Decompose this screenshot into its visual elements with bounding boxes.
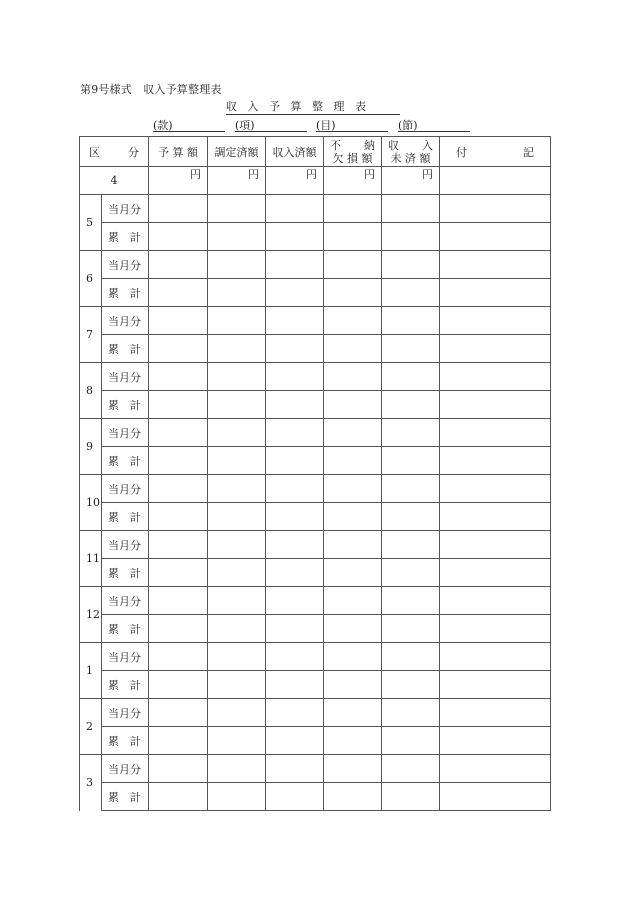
month-row-cumulative <box>80 671 551 699</box>
cell-adjusted[interactable] <box>208 783 266 811</box>
row-label-current: 当月分 <box>102 475 149 503</box>
cell-unpaid[interactable] <box>382 335 440 363</box>
header-unpaid <box>382 137 440 167</box>
header-remarks-right: 記 <box>523 145 534 159</box>
cell-unpaid[interactable] <box>382 447 440 475</box>
cell-remarks[interactable] <box>440 279 551 307</box>
cell-adjusted[interactable] <box>208 363 266 391</box>
cell-received[interactable] <box>266 475 324 503</box>
cell-remarks[interactable] <box>440 783 551 811</box>
cell-budget[interactable] <box>149 699 208 727</box>
cell-budget[interactable] <box>149 727 208 755</box>
field-kou-label: (項) <box>235 119 255 132</box>
unit-budget: 円 <box>149 167 208 195</box>
cell-loss[interactable] <box>324 783 382 811</box>
header-loss-top-right: 納 <box>364 138 375 152</box>
cell-remarks[interactable] <box>440 335 551 363</box>
month-label: 1 <box>80 643 102 699</box>
month-label: 9 <box>80 419 102 475</box>
cell-unpaid[interactable] <box>382 671 440 699</box>
header-remarks <box>440 137 551 167</box>
cell-loss[interactable] <box>324 531 382 559</box>
cell-remarks[interactable] <box>440 699 551 727</box>
month-label: 2 <box>80 699 102 755</box>
row-label-cumulative: 累 計 <box>102 783 149 811</box>
unit-adjusted: 円 <box>208 167 266 195</box>
row-label-cumulative: 累 計 <box>102 503 149 531</box>
cell-unpaid[interactable] <box>382 223 440 251</box>
cell-unpaid[interactable] <box>382 419 440 447</box>
month-row-cumulative <box>80 391 551 419</box>
cell-remarks[interactable] <box>440 307 551 335</box>
row-label-cumulative: 累 計 <box>102 671 149 699</box>
month-row-start <box>80 167 551 195</box>
cell-remarks[interactable] <box>440 531 551 559</box>
cell-budget[interactable] <box>149 755 208 783</box>
month-row-cumulative <box>80 727 551 755</box>
header-budget: 予 算 額 <box>149 137 208 167</box>
cell-remarks[interactable] <box>440 671 551 699</box>
cell-adjusted[interactable] <box>208 447 266 475</box>
cell-adjusted[interactable] <box>208 419 266 447</box>
cell-unpaid[interactable] <box>382 783 440 811</box>
row-label-current: 当月分 <box>102 419 149 447</box>
month-row-current <box>80 251 551 279</box>
cell-received[interactable] <box>266 643 324 671</box>
cell-budget[interactable] <box>149 363 208 391</box>
cell-unpaid[interactable] <box>382 251 440 279</box>
cell-remarks[interactable] <box>440 195 551 223</box>
month-row-current <box>80 531 551 559</box>
cell-remarks[interactable] <box>440 643 551 671</box>
cell-adjusted[interactable] <box>208 755 266 783</box>
cell-budget[interactable] <box>149 279 208 307</box>
cell-remarks[interactable] <box>440 727 551 755</box>
cell-received[interactable] <box>266 783 324 811</box>
row-label-current: 当月分 <box>102 307 149 335</box>
cell-unpaid[interactable] <box>382 699 440 727</box>
cell-loss[interactable] <box>324 391 382 419</box>
month-row-current <box>80 307 551 335</box>
unit-received: 円 <box>266 167 324 195</box>
cell-loss[interactable] <box>324 335 382 363</box>
cell-received[interactable] <box>266 615 324 643</box>
cell-remarks[interactable] <box>440 559 551 587</box>
cell-loss[interactable] <box>324 223 382 251</box>
cell-loss[interactable] <box>324 475 382 503</box>
cell-adjusted[interactable] <box>208 223 266 251</box>
row-label-cumulative: 累 計 <box>102 391 149 419</box>
cell-adjusted[interactable] <box>208 643 266 671</box>
cell-adjusted[interactable] <box>208 559 266 587</box>
row-label-current: 当月分 <box>102 363 149 391</box>
cell-unpaid[interactable] <box>382 279 440 307</box>
cell-unpaid[interactable] <box>382 615 440 643</box>
cell-remarks[interactable] <box>440 587 551 615</box>
cell-received[interactable] <box>266 447 324 475</box>
cell-loss[interactable] <box>324 419 382 447</box>
header-loss-top-left: 不 <box>330 138 341 152</box>
header-kubun-right: 分 <box>128 145 139 159</box>
cell-budget[interactable] <box>149 531 208 559</box>
cell-adjusted[interactable] <box>208 195 266 223</box>
cell-received[interactable] <box>266 195 324 223</box>
cell-loss[interactable] <box>324 307 382 335</box>
cell-adjusted[interactable] <box>208 391 266 419</box>
cell-unpaid[interactable] <box>382 195 440 223</box>
cell-adjusted[interactable] <box>208 531 266 559</box>
month-row-cumulative <box>80 335 551 363</box>
month-label: 6 <box>80 251 102 307</box>
cell-remarks[interactable] <box>440 251 551 279</box>
month-label-start: 4 <box>80 167 149 195</box>
cell-received[interactable] <box>266 251 324 279</box>
cell-unpaid[interactable] <box>382 363 440 391</box>
row-label-current: 当月分 <box>102 755 149 783</box>
cell-received[interactable] <box>266 699 324 727</box>
month-row-current <box>80 699 551 727</box>
header-loss <box>324 137 382 167</box>
header-kubun <box>80 137 149 167</box>
cell-budget[interactable] <box>149 615 208 643</box>
field-setsu[interactable] <box>398 117 470 132</box>
cell-unpaid[interactable] <box>382 587 440 615</box>
month-label: 3 <box>80 755 102 811</box>
cell-received[interactable] <box>266 503 324 531</box>
row-label-cumulative: 累 計 <box>102 559 149 587</box>
field-moku[interactable] <box>316 117 388 132</box>
field-setsu-label: (節) <box>398 119 418 132</box>
cell-loss[interactable] <box>324 363 382 391</box>
cell-received[interactable] <box>266 419 324 447</box>
cell-loss[interactable] <box>324 587 382 615</box>
month-row-cumulative <box>80 279 551 307</box>
month-row-cumulative <box>80 223 551 251</box>
header-remarks-left: 付 <box>456 145 467 159</box>
row-label-current: 当月分 <box>102 195 149 223</box>
header-unpaid-top-right: 入 <box>422 138 433 152</box>
header-unpaid-bottom: 未 済 額 <box>390 151 431 165</box>
cell-adjusted[interactable] <box>208 615 266 643</box>
month-label: 7 <box>80 307 102 363</box>
cell-adjusted[interactable] <box>208 587 266 615</box>
cell-received[interactable] <box>266 671 324 699</box>
month-row-current <box>80 363 551 391</box>
cell-unpaid[interactable] <box>382 391 440 419</box>
cell-loss[interactable] <box>324 279 382 307</box>
cell-loss[interactable] <box>324 755 382 783</box>
cell-budget[interactable] <box>149 223 208 251</box>
cell-adjusted[interactable] <box>208 475 266 503</box>
header-adjusted: 調定済額 <box>208 137 266 167</box>
cell-received[interactable] <box>266 559 324 587</box>
cell-budget[interactable] <box>149 335 208 363</box>
cell-received[interactable] <box>266 279 324 307</box>
cell-unpaid[interactable] <box>382 503 440 531</box>
cell-budget[interactable] <box>149 587 208 615</box>
row-label-cumulative: 累 計 <box>102 615 149 643</box>
budget-table <box>79 136 551 811</box>
month-row-cumulative <box>80 447 551 475</box>
cell-unpaid[interactable] <box>382 643 440 671</box>
cell-adjusted[interactable] <box>208 279 266 307</box>
cell-remarks[interactable] <box>440 447 551 475</box>
month-row-cumulative <box>80 783 551 811</box>
cell-adjusted[interactable] <box>208 503 266 531</box>
cell-unpaid[interactable] <box>382 475 440 503</box>
cell-received[interactable] <box>266 307 324 335</box>
month-label: 10 <box>80 475 102 531</box>
row-label-current: 当月分 <box>102 251 149 279</box>
cell-loss[interactable] <box>324 615 382 643</box>
field-kan-label: (款) <box>153 119 173 132</box>
month-label: 5 <box>80 195 102 251</box>
header-unpaid-top-left: 収 <box>388 138 399 152</box>
cell-unpaid[interactable] <box>382 307 440 335</box>
cell-remarks[interactable] <box>440 503 551 531</box>
cell-adjusted[interactable] <box>208 699 266 727</box>
field-kou[interactable] <box>235 117 307 132</box>
month-row-current <box>80 195 551 223</box>
month-row-cumulative <box>80 559 551 587</box>
row-label-cumulative: 累 計 <box>102 223 149 251</box>
cell-unpaid[interactable] <box>382 559 440 587</box>
cell-received[interactable] <box>266 391 324 419</box>
cell-loss[interactable] <box>324 699 382 727</box>
row-label-current: 当月分 <box>102 699 149 727</box>
cell-unpaid[interactable] <box>382 755 440 783</box>
cell-loss[interactable] <box>324 251 382 279</box>
cell-remarks[interactable] <box>440 167 551 195</box>
cell-budget[interactable] <box>149 195 208 223</box>
cell-received[interactable] <box>266 531 324 559</box>
cell-budget[interactable] <box>149 475 208 503</box>
month-row-current <box>80 587 551 615</box>
cell-remarks[interactable] <box>440 419 551 447</box>
cell-received[interactable] <box>266 335 324 363</box>
header-received: 収入済額 <box>266 137 324 167</box>
cell-received[interactable] <box>266 755 324 783</box>
cell-budget[interactable] <box>149 783 208 811</box>
cell-loss[interactable] <box>324 671 382 699</box>
month-row-current <box>80 643 551 671</box>
row-label-current: 当月分 <box>102 531 149 559</box>
unit-unpaid: 円 <box>382 167 440 195</box>
row-label-cumulative: 累 計 <box>102 447 149 475</box>
cell-loss[interactable] <box>324 559 382 587</box>
cell-loss[interactable] <box>324 195 382 223</box>
cell-loss[interactable] <box>324 727 382 755</box>
cell-adjusted[interactable] <box>208 671 266 699</box>
cell-budget[interactable] <box>149 559 208 587</box>
cell-budget[interactable] <box>149 503 208 531</box>
cell-adjusted[interactable] <box>208 307 266 335</box>
header-row <box>80 137 551 167</box>
month-row-current <box>80 419 551 447</box>
header-loss-bottom: 欠 損 額 <box>332 151 373 165</box>
cell-unpaid[interactable] <box>382 531 440 559</box>
row-label-current: 当月分 <box>102 643 149 671</box>
row-label-cumulative: 累 計 <box>102 727 149 755</box>
cell-budget[interactable] <box>149 643 208 671</box>
form-label: 第9号様式 収入予算整理表 <box>80 83 222 96</box>
cell-remarks[interactable] <box>440 223 551 251</box>
month-label: 12 <box>80 587 102 643</box>
cell-loss[interactable] <box>324 447 382 475</box>
cell-remarks[interactable] <box>440 391 551 419</box>
cell-budget[interactable] <box>149 391 208 419</box>
document-title: 収入予算整理表 <box>226 98 400 115</box>
cell-remarks[interactable] <box>440 363 551 391</box>
row-label-current: 当月分 <box>102 587 149 615</box>
cell-received[interactable] <box>266 223 324 251</box>
row-label-cumulative: 累 計 <box>102 335 149 363</box>
month-row-current <box>80 755 551 783</box>
cell-remarks[interactable] <box>440 615 551 643</box>
cell-budget[interactable] <box>149 671 208 699</box>
unit-loss: 円 <box>324 167 382 195</box>
cell-adjusted[interactable] <box>208 727 266 755</box>
cell-loss[interactable] <box>324 503 382 531</box>
cell-budget[interactable] <box>149 419 208 447</box>
cell-budget[interactable] <box>149 447 208 475</box>
field-moku-label: (目) <box>316 119 336 132</box>
cell-budget[interactable] <box>149 251 208 279</box>
cell-loss[interactable] <box>324 643 382 671</box>
month-label: 8 <box>80 363 102 419</box>
month-row-cumulative <box>80 615 551 643</box>
cell-remarks[interactable] <box>440 475 551 503</box>
cell-received[interactable] <box>266 363 324 391</box>
cell-received[interactable] <box>266 727 324 755</box>
month-label: 11 <box>80 531 102 587</box>
field-kan[interactable] <box>153 117 225 132</box>
month-row-cumulative <box>80 503 551 531</box>
cell-unpaid[interactable] <box>382 727 440 755</box>
month-row-current <box>80 475 551 503</box>
cell-budget[interactable] <box>149 307 208 335</box>
header-kubun-left: 区 <box>89 145 100 159</box>
cell-remarks[interactable] <box>440 755 551 783</box>
row-label-cumulative: 累 計 <box>102 279 149 307</box>
cell-adjusted[interactable] <box>208 251 266 279</box>
cell-received[interactable] <box>266 587 324 615</box>
cell-adjusted[interactable] <box>208 335 266 363</box>
